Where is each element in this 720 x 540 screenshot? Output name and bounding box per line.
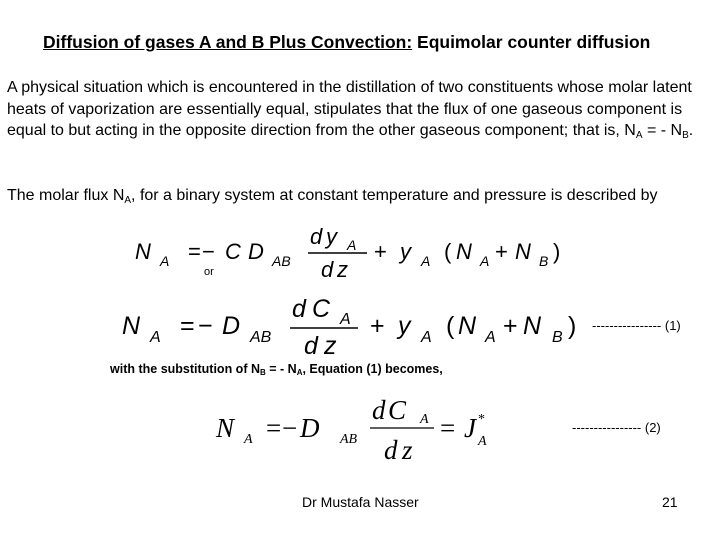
svg-text:z: z [402, 435, 413, 465]
svg-text:): ) [568, 312, 577, 340]
svg-text:+: + [370, 312, 385, 340]
flux-subscript: A [124, 195, 132, 206]
svg-text:N: N [135, 239, 151, 264]
svg-text:N: N [456, 239, 472, 264]
svg-text:−: − [282, 413, 298, 443]
svg-text:A: A [347, 237, 357, 253]
svg-text:A: A [485, 329, 496, 346]
svg-text:J: J [464, 413, 476, 443]
svg-text:D: D [300, 413, 320, 443]
slide-title [43, 30, 683, 54]
svg-text:=: = [188, 239, 201, 264]
svg-text:d: d [304, 332, 318, 360]
substitution-text [110, 362, 443, 376]
svg-text:A: A [150, 329, 161, 346]
intro-text: A physical situation which is encountered in the distillation of two constituents whose molar latent heats of vaporization are essentially equal, stipulates that the flux of one gaseous component is equal to but acting in the opposite direction from the other gaseous component; that is, N [7, 79, 692, 139]
svg-text:A: A [421, 329, 432, 346]
svg-text:A: A [160, 253, 170, 269]
svg-text:A: A [478, 434, 487, 449]
svg-text:N: N [523, 312, 542, 340]
svg-text:=: = [440, 413, 456, 443]
svg-text:C: C [225, 239, 241, 264]
svg-text:d: d [372, 395, 386, 425]
subscript-b: B [682, 130, 689, 141]
svg-text:A: A [421, 253, 431, 269]
footer-author: Dr Mustafa Nasser [302, 494, 419, 510]
svg-text:(: ( [444, 239, 452, 264]
svg-text:N: N [458, 312, 477, 340]
svg-text:(: ( [446, 312, 455, 340]
svg-text:+: + [374, 239, 387, 264]
intro-end: . [688, 122, 694, 139]
flux-text-1: The molar flux N [7, 187, 125, 204]
svg-text:C: C [312, 295, 331, 323]
equation-2-label: ---------------- (2) [572, 420, 661, 435]
svg-text:N: N [122, 312, 141, 340]
svg-text:z: z [337, 257, 348, 282]
svg-text:B: B [539, 253, 549, 269]
equation-2 [212, 393, 512, 465]
svg-text:AB: AB [340, 432, 358, 447]
svg-text:D: D [222, 312, 241, 340]
flux-paragraph [7, 185, 707, 207]
svg-text:N: N [515, 239, 531, 264]
svg-text:AB: AB [272, 253, 291, 269]
svg-text:d: d [292, 295, 306, 323]
intro-paragraph [7, 77, 707, 142]
substitution-sub-1: B [259, 368, 266, 377]
page-number: 21 [662, 494, 678, 510]
title-underlined: Diffusion of gases A and B Plus Convection: [43, 32, 413, 52]
svg-text:−: − [202, 239, 215, 264]
svg-text:d: d [384, 435, 398, 465]
svg-text:=: = [180, 312, 195, 340]
flux-text-2: , for a binary system at constant temperature and pressure is described by [131, 187, 658, 204]
svg-text:−: − [198, 312, 213, 340]
subscript-a: A [635, 130, 643, 141]
svg-text:D: D [248, 239, 264, 264]
svg-text:): ) [553, 239, 561, 264]
svg-text:+: + [495, 239, 508, 264]
substitution-sub-2: A [296, 368, 303, 377]
svg-text:A: A [244, 432, 253, 447]
svg-text:y: y [398, 312, 411, 340]
svg-text:N: N [216, 413, 235, 443]
svg-text:AB: AB [250, 329, 272, 346]
svg-text:B: B [552, 329, 563, 346]
equation-general-flux [130, 224, 570, 282]
svg-text:d: d [310, 224, 323, 249]
svg-text:y: y [326, 224, 337, 249]
svg-text:A: A [480, 253, 490, 269]
title-rest: Equimolar counter diffusion [412, 32, 651, 52]
svg-text:*: * [478, 412, 485, 427]
svg-text:=: = [266, 413, 282, 443]
svg-text:z: z [324, 332, 337, 360]
equation-1-label: ---------------- (1) [592, 318, 681, 333]
svg-text:C: C [388, 395, 407, 425]
svg-text:d: d [321, 257, 334, 282]
substitution-part-1: with the substitution of N [110, 362, 260, 376]
svg-text:A: A [420, 412, 429, 427]
svg-text:A: A [340, 311, 351, 328]
substitution-part-2: = - N [265, 362, 297, 376]
equation-1 [118, 292, 588, 360]
substitution-part-3: , Equation (1) becomes, [302, 362, 443, 376]
or-label: or [204, 266, 214, 278]
intro-mid: = - N [642, 122, 683, 139]
svg-text:y: y [400, 239, 411, 264]
svg-text:+: + [503, 312, 518, 340]
